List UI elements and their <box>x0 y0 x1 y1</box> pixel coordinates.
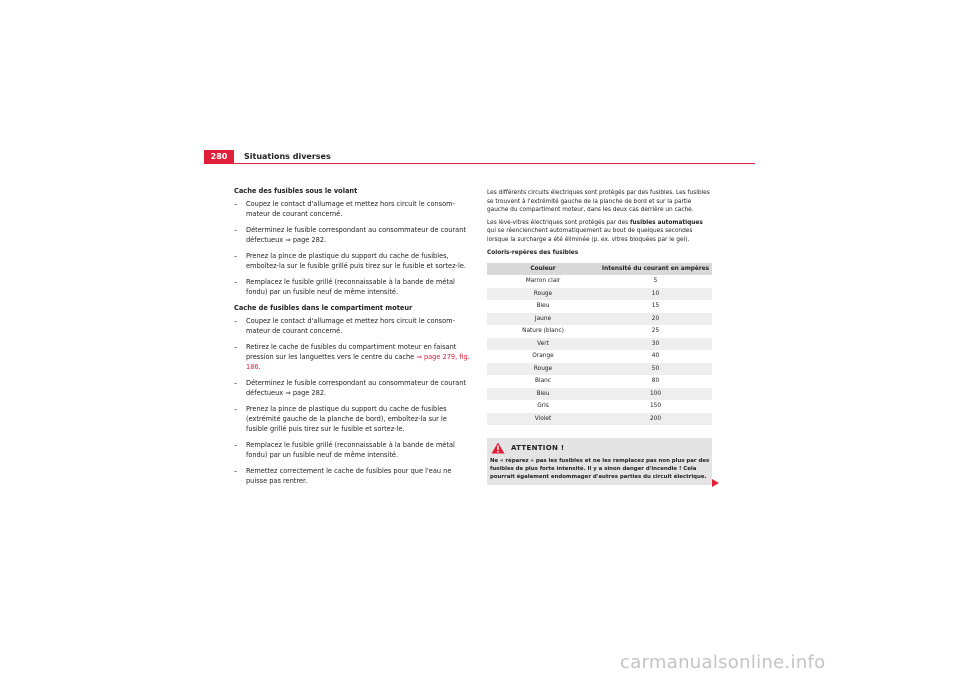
page-number: 280 <box>204 150 234 163</box>
warning-header <box>491 441 564 455</box>
column-header: Couleur <box>487 263 599 275</box>
page-link[interactable]: ⇒ page 279, fig. 186 <box>246 353 470 371</box>
column-header: Intensité du courant en ampères <box>599 263 712 275</box>
warning-title: ATTENTION ! <box>511 444 565 452</box>
step: – Coupez le contact d'allumage et mettez hors circuit le consom-mateur de courant concerné. <box>234 317 455 335</box>
step: – Coupez le contact d'allumage et mettez hors circuit le consom-mateur de courant concerné. <box>234 200 455 218</box>
table-row: Gris 150 <box>537 403 662 410</box>
watermark: carmanualsonline.info <box>620 652 826 673</box>
step: – Remettez correctement le cache de fusibles pour que l'eau ne puisse pas rentrer. <box>234 467 452 485</box>
table-row: Vert 30 <box>487 338 712 351</box>
auto-fuse-paragraph: Les lève-vitres électriques sont protégés par des fusibles automatiques qui se réenclenchent automatiquement au bout de quelques secondes lorsque la surcharge a été éliminée (p. ex. vitres bloquées par le gel). <box>487 219 703 243</box>
table-row: Orange 40 <box>532 353 660 360</box>
table-row: Blanc 80 <box>534 378 660 385</box>
warning-triangle-icon <box>491 442 505 454</box>
right-column <box>487 189 712 425</box>
chapter-title: Situations diverses <box>244 152 331 161</box>
step: – Déterminez le fusible correspondant au consommateur de courant défectueux ⇒ page 282. <box>234 379 466 397</box>
table-row: Bleu 100 <box>487 388 712 401</box>
step: – Remplacez le fusible grillé (reconnaissable à la bande de métal fondu) par un fusible neuf de même intensité. <box>234 278 455 296</box>
step: – Déterminez le fusible correspondant au consommateur de courant défectueux ⇒ page 282. <box>234 226 466 244</box>
section-title-engine: Cache de fusibles dans le compartiment moteur <box>234 304 413 312</box>
table-row: Jaune 20 <box>487 313 712 326</box>
intro-paragraph: Les différents circuits électriques sont protégés par des fusibles. Les fusibles se trouvent à l'extrémité gauche de la planche de bord et sur la partie gauche du compartiment moteur, dans les deux cas derrière un cache. <box>487 190 710 214</box>
table-row: Nature (blanc) 25 <box>522 328 660 335</box>
warning-text: Ne « réparez » pas les fusibles et ne les remplacez pas non plus par des fusibles de plus forte intensité. Il y a sinon danger d'incendie ! Cela pourrait également endommager d'autres parties du circuit électrique. <box>490 458 710 480</box>
table-row: Rouge 10 <box>487 288 712 301</box>
table-row: Violet 200 <box>487 413 712 426</box>
fuse-color-table <box>487 263 712 425</box>
continue-arrow-icon <box>712 479 719 487</box>
section-title-steering: Cache des fusibles sous le volant <box>234 187 358 195</box>
left-column <box>234 186 470 492</box>
step: – Prenez la pince de plastique du support du cache de fusibles, emboîtez-la sur le fusible grillé puis tirez sur le fusible et sortez-le. <box>234 252 466 270</box>
table-row: Bleu 15 <box>536 303 660 310</box>
table-caption: Coloris-repères des fusibles <box>487 249 579 256</box>
header-rule <box>204 163 755 164</box>
table-header-row <box>487 263 712 275</box>
page-header <box>204 150 755 164</box>
table-row: Marron clair 5 <box>525 278 658 285</box>
step: – Remplacez le fusible grillé (reconnaissable à la bande de métal fondu) par un fusible neuf de même intensité. <box>234 441 455 459</box>
step: – Retirez le cache de fusibles du compartiment moteur en faisant pression sur les languettes vers le centre du cache ⇒ page 279, fig. 186. <box>234 343 470 371</box>
warning-box <box>487 438 712 485</box>
table-row: Rouge 50 <box>487 363 712 376</box>
step: – Prenez la pince de plastique du support du cache de fusibles (extrémité gauche de la planche de bord), emboîtez-la sur le fusible grillé puis tirez sur le fusible et sortez-le. <box>234 405 447 433</box>
